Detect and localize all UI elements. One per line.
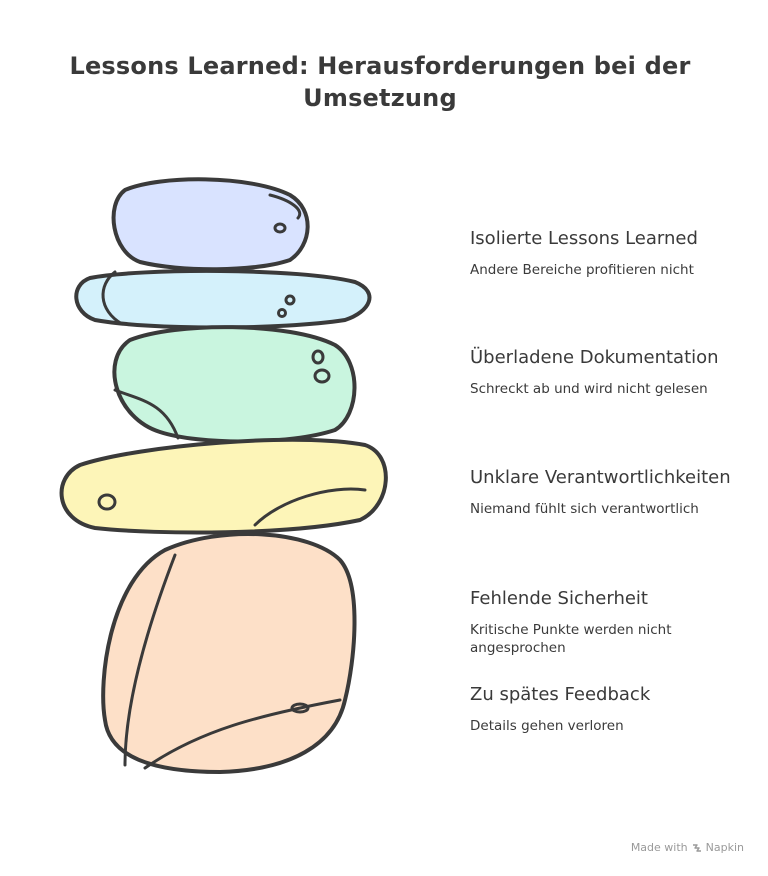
item-title: Unklare Verantwortlichkeiten (470, 467, 731, 488)
item-unklare-verantwortlichkeiten (470, 466, 750, 518)
stone-stack (40, 160, 420, 800)
item-ueberladene-dokumentation (470, 346, 750, 398)
item-desc: Kritische Punkte werden nicht angesprochen (470, 622, 672, 656)
napkin-logo-icon (692, 843, 702, 853)
page-title: Lessons Learned: Herausforderungen bei der Umsetzung (69, 52, 691, 112)
stone-zu-spaetes-feedback (103, 534, 354, 772)
item-title: Fehlende Sicherheit (470, 588, 648, 609)
stone-isolierte-lessons-learned (114, 179, 308, 269)
item-desc: Niemand fühlt sich verantwortlich (470, 501, 699, 517)
item-desc: Details gehen verloren (470, 718, 624, 734)
item-fehlende-sicherheit (470, 587, 750, 657)
item-title: Isolierte Lessons Learned (470, 228, 698, 249)
stone-ueberladene-dokumentation (76, 271, 369, 328)
made-with-label: Made with (630, 841, 688, 854)
item-desc: Schreckt ab und wird nicht gelesen (470, 381, 708, 397)
napkin-credit[interactable] (631, 841, 744, 854)
item-isolierte-lessons-learned (470, 227, 750, 279)
napkin-brand-label: Napkin (705, 841, 744, 854)
stone-fehlende-sicherheit (62, 440, 386, 533)
item-title: Überladene Dokumentation (470, 347, 719, 368)
stone-unklare-verantwortlichkeiten (114, 327, 354, 441)
item-zu-spaetes-feedback (470, 683, 750, 735)
item-title: Zu spätes Feedback (470, 684, 651, 705)
item-desc: Andere Bereiche profitieren nicht (470, 262, 694, 278)
